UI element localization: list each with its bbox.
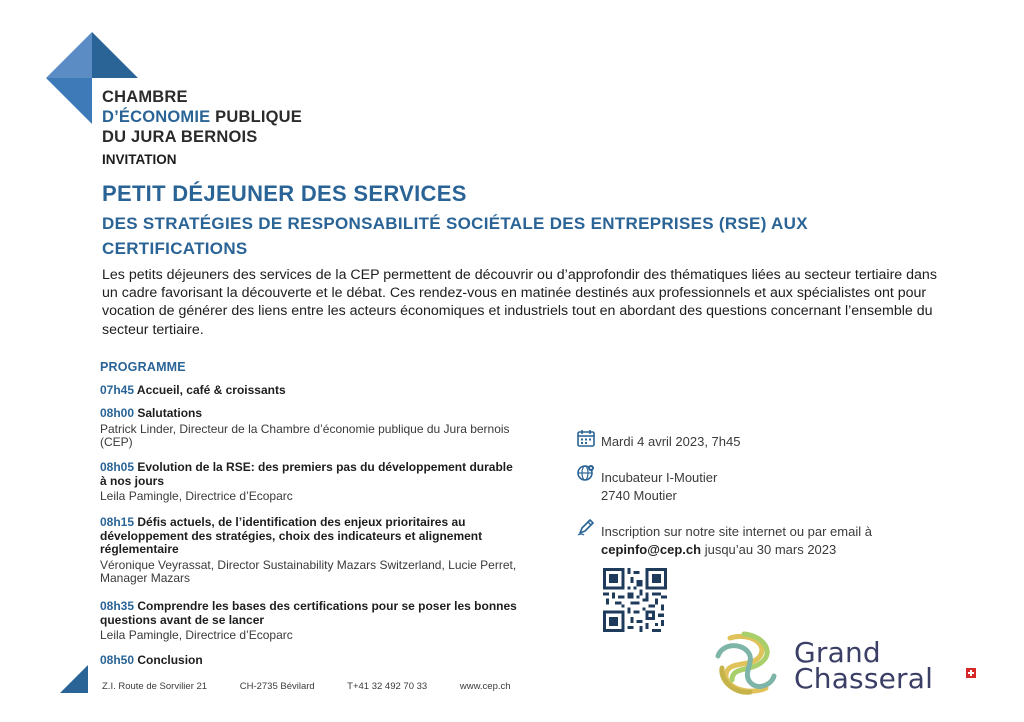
organization-name [102,87,302,147]
programme-speaker: Véronique Veyrassat, Director Sustainability Mazars Switzerland, Lucie Perret, Manager Mazars [100,557,517,585]
event-date [576,428,740,451]
registration-email[interactable]: cepinfo@cep.ch [601,542,702,557]
footer-phone: T+41 32 492 70 33 [347,681,428,692]
qr-code-icon[interactable] [603,568,667,632]
event-location [576,463,717,505]
programme-speaker: Patrick Linder, Directeur de la Chambre d’économie publique du Jura bernois (CEP) [100,421,510,449]
swiss-flag-icon [966,668,976,678]
org-line-3: DU JURA BERNOIS [102,128,258,146]
event-subtitle: DES STRATÉGIES DE RESPONSABILITÉ SOCIÉTALE DES ENTREPRISES (RSE) AUX CERTIFICATIONS [102,214,808,258]
programme-time: 07h45 [100,383,135,397]
footer-corner-icon [60,665,88,693]
programme-title: Défis actuels, de l’identification des enjeux prioritaires au développement des stratégies, choix des indicateurs et alignement réglementaire [100,515,483,556]
programme-item [100,516,520,586]
intro-paragraph: Les petits déjeuners des services de la CEP permettent de découvrir ou d’approfondir des thématiques liées au secteur tertiaire dans un cadre favorisant la découverte et le débat. Ces rendez-vous en matinée destinés aux professionnels et aux spécialistes ont pour vocation de générer des liens entre les acteurs économiques et industriels tout en abordant des questions concernant l’ensemble du secteur tertiaire. [102,267,937,338]
programme-heading: PROGRAMME [100,360,186,374]
grand-chasseral-logo-icon [710,628,782,700]
registration-deadline: jusqu’au 30 mars 2023 [701,542,837,557]
calendar-icon [576,428,596,448]
programme-item [100,461,520,504]
programme-item [100,384,520,398]
programme-title: Salutations [134,406,203,420]
grand-chasseral-name [794,636,934,695]
location-line-1: Incubateur I-Moutier [601,470,718,485]
footer [102,681,541,692]
date-text: Mardi 4 avril 2023, 7h45 [601,434,741,449]
footer-address: Z.I. Route de Sorvilier 21 [102,681,208,692]
gc-line-1: Grand [794,636,881,669]
invitation-label: INVITATION [102,152,177,167]
org-line-1: CHAMBRE [102,88,188,106]
programme-title: Accueil, café & croissants [134,383,286,397]
programme-time: 08h00 [100,406,135,420]
event-title: PETIT DÉJEUNER DES SERVICES [102,181,467,206]
org-line-2: D’ÉCONOMIE PUBLIQUE [102,108,302,126]
footer-city: CH-2735 Bévilard [239,681,315,692]
programme-time: 08h35 [100,599,135,613]
globe-pin-icon [576,463,596,483]
programme-time: 08h15 [100,515,135,529]
gc-line-2: Chasseral [794,662,934,695]
location-line-2: 2740 Moutier [601,488,677,503]
programme-time: 08h05 [100,460,135,474]
programme-item [100,600,520,643]
programme-item [100,654,520,668]
programme-speaker: Leila Pamingle, Directrice d’Ecoparc [100,489,293,503]
programme-title: Conclusion [134,653,203,667]
footer-web[interactable]: www.cep.ch [459,681,511,692]
programme-time: 08h50 [100,653,135,667]
event-registration [576,517,872,559]
programme-title: Evolution de la RSE: des premiers pas du développement durable à nos jours [100,460,513,488]
programme-item [100,407,520,450]
pen-icon [576,517,596,537]
programme-speaker: Leila Pamingle, Directrice d’Ecoparc [100,628,293,642]
programme-title: Comprendre les bases des certifications pour se poser les bonnes questions avant de se lancer [100,599,517,627]
registration-text: Inscription sur notre site internet ou par email à [601,524,872,539]
